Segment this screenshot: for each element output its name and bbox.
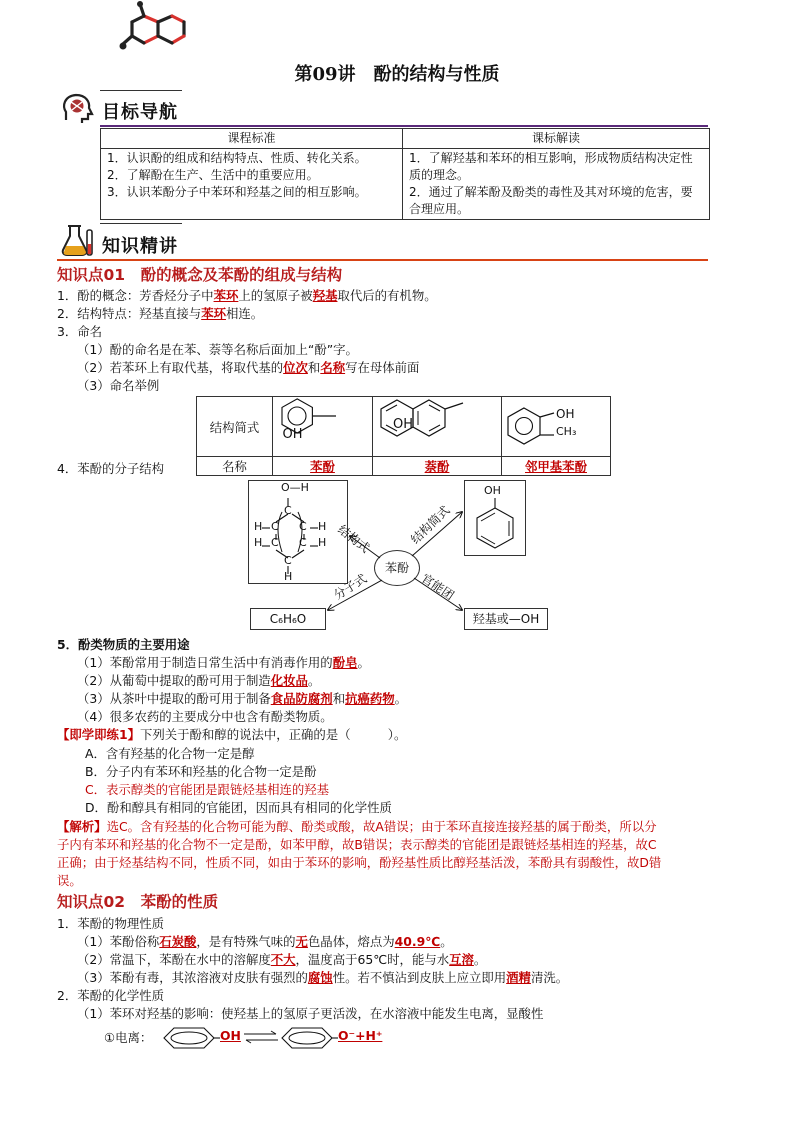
text: 和 [332,691,346,706]
text: 上的氢原子被 [238,288,313,303]
text: 。 [473,952,487,967]
table-cell: 名称 [197,457,273,476]
table-header: 课标解读 [403,129,710,149]
text-line: 3．命名 [57,324,103,339]
answer-blank: 食品防腐剂 [270,691,333,706]
page-title: 第09讲 酚的结构与性质 [294,64,500,85]
answer-blank: 苯环 [201,306,226,321]
section-header-goal [60,94,700,124]
oh-label: OH [282,427,303,442]
text-line: 5．酚类物质的主要用途 [57,637,190,652]
answer-blank: 酒精 [506,970,531,985]
text: 。 [440,934,453,949]
choice-a: A．含有羟基的化合物一定是醇 [85,746,255,761]
molecular-formula-box [250,608,326,630]
arrow-label-formula: 分子式 [331,571,370,603]
flask-icon [60,222,96,258]
benzene-ring-icon [280,1026,338,1050]
answer-blank: 无 [295,934,308,949]
analysis-text: 选C。含有羟基的化合物可能为醇、酚类或酸，故A错误；由于苯环直接连接羟基的属于酚类，所以分 [106,819,657,834]
ionization-equation [104,1024,404,1054]
choice-d: D．酚和醇具有相同的官能团，因而具有相同的化学性质 [85,800,392,815]
text-line [77,359,767,377]
table-cell [502,397,611,457]
text: （2）若苯环上有取代基，将取代基的 [77,360,284,375]
arrow-label-structural: 结构式 [335,522,373,556]
table-cell [101,149,403,220]
table-cell [403,149,710,220]
standard-item: 2．通过了解苯酚及酚类的毒性及其对环境的危害，要合理应用。 [409,185,693,216]
text: 。 [357,655,370,670]
section-bar [57,259,708,261]
text: 。 [307,673,321,688]
answer-blank: 苯环 [213,288,239,303]
text: 和 [307,360,321,375]
text-line [77,672,767,690]
phenoxide-ion: O⁻+H⁺ [338,1028,383,1043]
center-label: 苯酚 [384,561,409,575]
table-header: 课程标准 [101,129,403,149]
text: 取代后的有机物。 [337,288,437,303]
atom-label: O—H [281,481,309,494]
answer-blank: 羟基 [312,288,338,303]
atom-label: C [271,536,279,549]
answer-blank: 腐蚀 [307,970,333,985]
text: 清洗。 [530,970,569,985]
text: 2．结构特点：羟基直接与 [57,306,202,321]
functional-group-box [464,608,548,630]
table-header-row [101,129,710,149]
atom-label: C [284,504,292,517]
text: 相连。 [225,306,264,321]
equilibrium-arrow-icon [242,1030,280,1044]
atom-label: H [254,520,263,533]
knowledge-point-title: 知识点01 酚的概念及苯酚的组成与结构 [57,266,343,284]
table-cell [273,397,373,457]
text: ，温度高于65℃时，能与水 [295,952,450,967]
text-line [77,933,767,951]
text-line: 4．苯酚的分子结构 [57,461,165,476]
atom-label: C [284,554,292,567]
functional-group: 羟基或—OH [472,612,540,626]
table-row [101,149,710,220]
text: 性。若不慎沾到皮肤上应立即用 [332,970,507,985]
answer-blank: 萘酚 [424,459,450,474]
analysis-tag: 【解析】 [57,819,107,834]
atom-label: C [299,520,307,533]
text-line [57,287,747,305]
text-line [77,690,767,708]
molecular-formula: C₆H₆O [269,612,307,626]
text-line: （3）命名举例 [77,378,160,393]
answer-blank: 互溶 [449,952,474,967]
text-line: 2．苯酚的化学性质 [57,988,165,1003]
text: 。 [394,691,408,706]
answer-blank: 酚皂 [332,655,358,670]
text: ，是有特殊气味的 [196,934,296,949]
analysis-line: 子内有苯环和羟基的化合物不一定是酚，如苯甲醇，故B错误；表示醇类的官能团是跟链烃基相连的羟基，故C [57,837,657,852]
oh-label: OH [556,407,575,421]
analysis-line: 正确；由于烃基结构不同，性质不同，如由于苯环的影响，酚羟基性质比醇羟基活泼，苯酚具有弱酸性，故D错 [57,855,662,870]
text: 写在母体前面 [345,360,420,375]
section-title-goal: 目标导航 [102,102,178,123]
standard-item: 3．认识苯酚分子中苯环和羟基之间的相互影响。 [107,185,367,199]
section-title-knowledge: 知识精讲 [102,236,178,257]
ch3-label: CH₃ [556,425,577,438]
text: （2）从葡萄中提取的酚可用于制造 [77,673,271,688]
atom-label: H [318,536,327,549]
equation-label: ①电离： [104,1030,153,1045]
practice-tag: 【即学即练1】 [57,727,140,742]
choice-c: C．表示醇类的官能团是跟链烃基相连的羟基 [85,782,330,797]
oh-label: OH [484,484,501,497]
text: （3）从茶叶中提取的酚可用于制备 [77,691,271,706]
text-line: （1）酚的命名是在苯、萘等名称后面加上“酚”字。 [77,342,358,357]
text-line: （1）苯环对羟基的影响：使羟基上的氢原子更活泼，在水溶液中能发生电离，显酸性 [77,1006,544,1021]
atom-label: H [318,520,327,533]
text-line: 1．苯酚的物理性质 [57,916,165,931]
text-line [77,654,767,672]
molecule-logo-icon [118,0,194,58]
atom-label: C [271,520,279,533]
section-header-knowledge [60,228,700,258]
text: 1．酚的概念：芳香烃分子中 [57,288,214,303]
answer-blank: 名称 [320,360,346,375]
answer-blank: 石炭酸 [159,934,197,949]
oh-label: OH [392,417,413,432]
arrow-label-group: 官能团 [418,571,457,603]
table-row [197,397,611,457]
answer-blank: 化妆品 [270,673,308,688]
answer-blank: 不大 [270,952,296,967]
phenol-structure-diagram [240,478,560,638]
answer-blank: 抗癌药物 [345,691,395,706]
text-line [77,951,767,969]
analysis-line: 误。 [57,873,82,888]
section-divider [100,90,182,91]
answer-blank: 邻甲基苯酚 [525,459,587,474]
table-cell: 结构简式 [197,397,273,457]
atom-label: H [254,536,263,549]
benzene-ring-icon [160,1026,220,1050]
standard-item: 2．了解酚在生产、生活中的重要应用。 [107,168,319,182]
table-cell [373,397,502,457]
text: （3）苯酚有毒，其浓溶液对皮肤有强烈的 [77,970,308,985]
arrow-label-condensed: 结构简式 [408,503,453,547]
answer-blank: 位次 [283,360,308,375]
text: （1）苯酚常用于制造日常生活中有消毒作用的 [77,655,333,670]
text: 色晶体，熔点为 [307,934,395,949]
atom-label: C [299,536,307,549]
practice-question [57,726,747,744]
text-line [77,969,767,987]
oh-group: OH [220,1028,241,1043]
text-line [57,305,747,323]
head-brain-icon [60,92,94,126]
atom-label: H [284,570,293,583]
text: （1）苯酚俗称 [77,934,160,949]
answer-blank: 苯酚 [310,459,335,474]
choice-b: B．分子内有苯环和羟基的化合物一定是酚 [85,764,317,779]
standard-item: 1．了解羟基和苯环的相互影响，形成物质结构决定性质的理念。 [409,151,693,182]
text: （2）常温下，苯酚在水中的溶解度 [77,952,271,967]
answer-blank: 40.9℃ [394,934,441,949]
knowledge-point-title: 知识点02 苯酚的性质 [57,893,219,911]
text-line: （4）很多农药的主要成分中也含有酚类物质。 [77,709,333,724]
standards-table [100,128,710,220]
question-text: 下列关于酚和醇的说法中，正确的是（ ）。 [139,727,407,742]
standard-item: 1．认识酚的组成和结构特点、性质、转化关系。 [107,151,367,165]
section-divider [100,223,182,224]
analysis-line [57,818,747,836]
section-bar [100,125,708,127]
